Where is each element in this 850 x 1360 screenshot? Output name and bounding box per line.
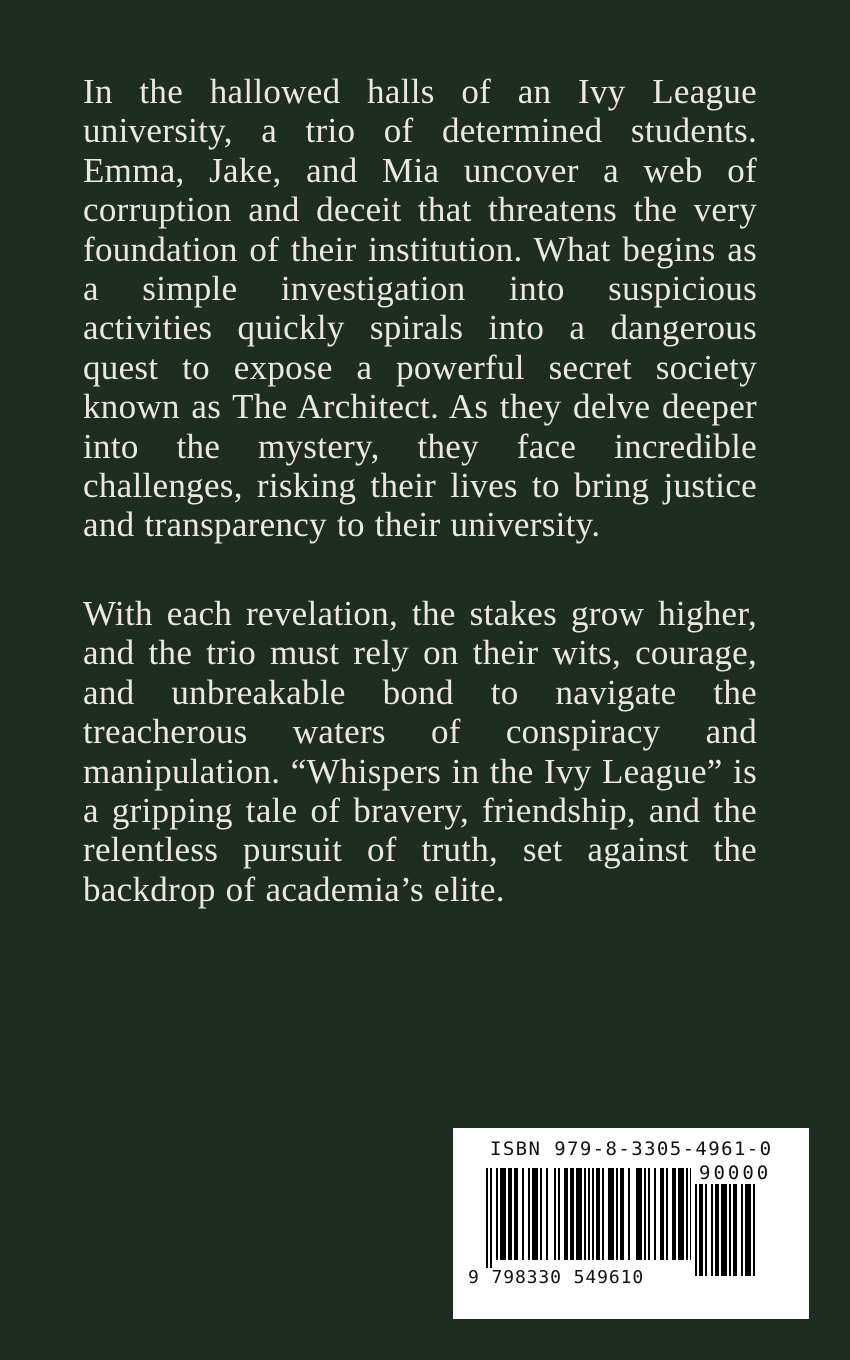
ean-bar — [644, 1168, 646, 1260]
blurb-paragraph-1: In the hallowed halls of an Ivy League university, a trio of determined students. Emma, Jake, and Mia uncover a web of corruption and deceit that threatens the very foundation of their institution. What begins as a simple investigation into suspicious activities quickly spirals into a dangerous quest to expose a powerful secret society known as The Architect. As they delve deeper into the mystery, they face incredible challenges, risking their lives to bring justice and transparency to their university. — [83, 72, 757, 545]
ean-bar — [584, 1168, 586, 1260]
ean-bar — [660, 1168, 664, 1260]
ean-bar — [514, 1168, 518, 1260]
addon-bar — [753, 1184, 755, 1276]
ean-bar — [576, 1168, 582, 1260]
isbn-number: ISBN 979-8-3305-4961-0 — [490, 1138, 773, 1160]
ean-bar — [558, 1168, 560, 1260]
ean-digits: 9 798330 549610 — [468, 1267, 645, 1288]
ean-bar — [496, 1168, 498, 1260]
addon-bar — [699, 1184, 703, 1276]
ean-barcode — [486, 1168, 691, 1270]
addon-bar — [721, 1184, 727, 1276]
price-addon-digits: 90000 — [699, 1162, 772, 1184]
ean-bar — [528, 1168, 530, 1260]
addon-bar — [705, 1184, 707, 1276]
ean-bar — [608, 1168, 614, 1260]
ean-bar — [636, 1168, 642, 1260]
ean-bar — [628, 1168, 630, 1260]
ean-bar — [570, 1168, 574, 1260]
ean-bar — [508, 1168, 512, 1260]
addon-bar — [715, 1184, 719, 1276]
blurb-paragraph-2: With each revelation, the stakes grow higher, and the trio must rely on their wits, courage, and unbreakable bond to navigate the treacherous waters of conspiracy and manipulation. “Whispers in the Ivy League” is a gripping tale of bravery, friendship, and the relentless pursuit of truth, set against the backdrop of academia’s elite. — [83, 593, 757, 909]
ean-bar — [666, 1168, 668, 1260]
addon-bar — [711, 1184, 713, 1276]
blurb — [83, 72, 757, 909]
ean-bar — [620, 1168, 624, 1260]
addon-bar — [695, 1184, 697, 1276]
ean-bar — [648, 1168, 650, 1260]
addon-bar — [733, 1184, 737, 1276]
ean-bar — [490, 1168, 492, 1268]
ean-bar — [500, 1168, 506, 1260]
ean-bar — [588, 1168, 590, 1260]
ean-bar — [592, 1168, 594, 1260]
addon-bar — [741, 1184, 743, 1276]
ean-bar — [596, 1168, 600, 1260]
addon-bar — [729, 1184, 731, 1276]
ean-bar — [602, 1168, 604, 1260]
ean-bar — [540, 1168, 542, 1260]
ean-bar — [554, 1168, 556, 1260]
addon-bar — [745, 1184, 751, 1276]
ean-bar — [616, 1168, 618, 1260]
barcode-label — [453, 1128, 809, 1319]
ean-bar — [678, 1168, 684, 1260]
ean-bar — [654, 1168, 656, 1260]
ean-bar — [686, 1168, 688, 1260]
ean-bar — [532, 1168, 538, 1260]
ean-bar — [564, 1168, 568, 1260]
ean-bar — [486, 1168, 488, 1268]
ean-bar — [522, 1168, 524, 1260]
ean-bar — [546, 1168, 548, 1260]
ean-bar — [672, 1168, 676, 1260]
ean-bar — [690, 1168, 691, 1260]
price-addon-barcode — [695, 1184, 757, 1292]
